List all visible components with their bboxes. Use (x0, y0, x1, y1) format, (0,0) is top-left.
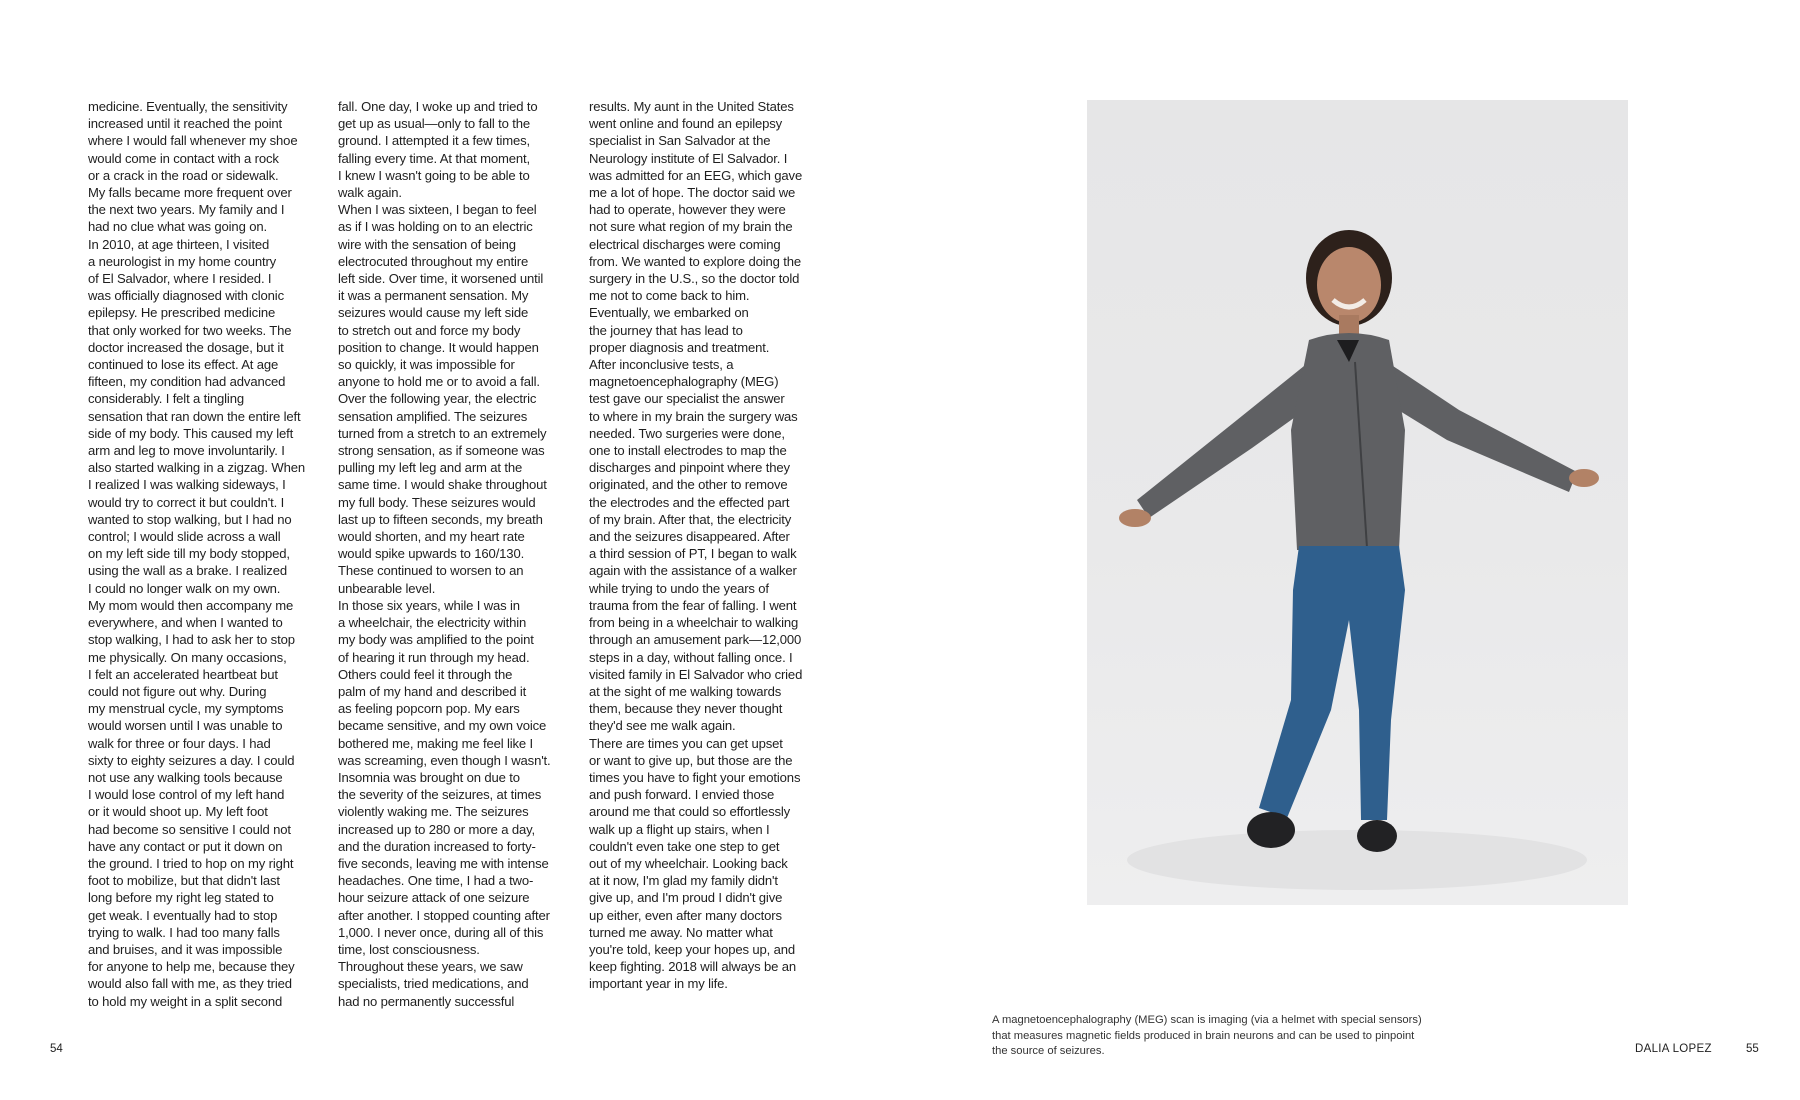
right-arm (1382, 362, 1577, 492)
face (1317, 247, 1381, 323)
portrait-photo (1087, 100, 1628, 905)
left-page-number: 54 (50, 1043, 63, 1055)
right-shoe (1357, 820, 1397, 852)
running-head: DALIA LOPEZ (1635, 1043, 1712, 1055)
right-hand (1569, 469, 1599, 487)
article-column-3: results. My aunt in the United States went online and found an epilepsy specialist in San Salvador at the Neurology institute of El Salvador. I was admitted for an EEG, which gave me a lot of hope. The doctor said we had to operate, however they were not sure what region of my brain the electrical discharges were coming from. We wanted to explore doing the surgery in the U.S., so the doctor told me not to come back to him. Eventually, we embarked on the journey that has lead to proper diagnosis and treatment. After inconclusive tests, a magnetoencephalography (MEG) test gave our specialist the answer to where in my brain the surgery was needed. Two surgeries were done, one to install electrodes to map the discharges and pinpoint where they originated, and the other to remove the electrodes and the effected part of my brain. After that, the electricity and the seizures disappeared. After a third session of PT, I began to walk again with the assistance of a walker while trying to undo the years of trauma from the fear of falling. I went from being in a wheelchair to walking through an amusement park—12,000 steps in a day, without falling once. I visited family in El Salvador who cried at the sight of me walking towards them, because they never thought they'd see me walk again. There are times you can get upset or want to give up, but those are the times you have to fight your emotions and push forward. I envied those around me that could so effortlessly walk up a flight up stairs, when I couldn't even take one step to get out of my wheelchair. Looking back at it now, I'm glad my family didn't give up, and I'm proud I didn't give up either, even after many doctors turned me away. No matter what you're told, keep your hopes up, and keep fighting. 2018 will always be an important year in my life. (589, 99, 803, 992)
portrait-figure (1087, 100, 1628, 905)
article-column-1: medicine. Eventually, the sensitivity increased until it reached the point where I would fall whenever my shoe would come in contact with a rock or a crack in the road or sidewalk. My falls became more frequent over the next two years. My family and I had no clue what was going on. In 2010, at age thirteen, I visited a neurologist in my home country of El Salvador, where I resided. I was officially diagnosed with clonic epilepsy. He prescribed medicine that only worked for two weeks. The doctor increased the dosage, but it continued to lose its effect. At age fifteen, my condition had advanced considerably. I felt a tingling sensation that ran down the entire left side of my body. This caused my left arm and leg to move involuntarily. I also started walking in a zigzag. When I realized I was walking sideways, I would try to correct it but couldn't. I wanted to stop walking, but I had no control; I would slide across a wall on my left side till my body stopped, using the wall as a brake. I realized I could no longer walk on my own. My mom would then accompany me everywhere, and when I wanted to stop walking, I had to ask her to stop me physically. On many occasions, I felt an accelerated heartbeat but could not figure out why. During my menstrual cycle, my symptoms would worsen until I was unable to walk for three or four days. I had sixty to eighty seizures a day. I could not use any walking tools because I would lose control of my left hand or it would shoot up. My left foot had become so sensitive I could not have any contact or put it down on the ground. I tried to hop on my right foot to mobilize, but that didn't last long before my right leg stated to get weak. I eventually had to stop trying to walk. I had too many falls and bruises, and it was impossible for anyone to help me, because they would also fall with me, as they tried to hold my weight in a split second (88, 99, 306, 1009)
jacket (1291, 333, 1405, 550)
article-column-2: fall. One day, I woke up and tried to get up as usual—only to fall to the ground. I attempted it a few times, falling every time. At that moment, I knew I wasn't going to be able to walk again. When I was sixteen, I began to feel as if I was holding on to an electric wire with the sensation of being electrocuted throughout my entire left side. Over time, it worsened until it was a permanent sensation. My seizures would cause my left side to stretch out and force my body position to change. It would happen so quickly, it was impossible for anyone to hold me or to avoid a fall. Over the following year, the electric sensation amplified. The seizures turned from a stretch to an extremely strong sensation, as if someone was pulling my left leg and arm at the same time. I would shake throughout my full body. These seizures would last up to fifteen seconds, my breath would shorten, and my heart rate would spike upwards to 160/130. These continued to worsen to an unbearable level. In those six years, while I was in a wheelchair, the electricity within my body was amplified to the point of hearing it run through my head. Others could feel it through the palm of my hand and described it as feeling popcorn pop. My ears became sensitive, and my own voice bothered me, making me feel like I was screaming, even though I wasn't. Insomnia was brought on due to the severity of the seizures, at times violently waking me. The seizures increased up to 280 or more a day, and the duration increased to forty- five seconds, leaving me with intense headaches. One time, I had a two- hour seizure attack of one seizure after another. I stopped counting after 1,000. I never once, during all of this time, lost consciousness. Throughout these years, we saw specialists, tried medications, and had no permanently successful (338, 99, 551, 1009)
photo-caption: A magnetoencephalography (MEG) scan is imaging (via a helmet with special sensors) that measures magnetic fields produced in brain neurons and can be used to pinpoint the source of seizures. (992, 1014, 1422, 1057)
jeans (1259, 546, 1405, 820)
left-shoe (1247, 812, 1295, 848)
left-hand (1119, 509, 1151, 527)
right-page-number: 55 (1746, 1043, 1759, 1055)
floor-shadow (1127, 830, 1587, 890)
